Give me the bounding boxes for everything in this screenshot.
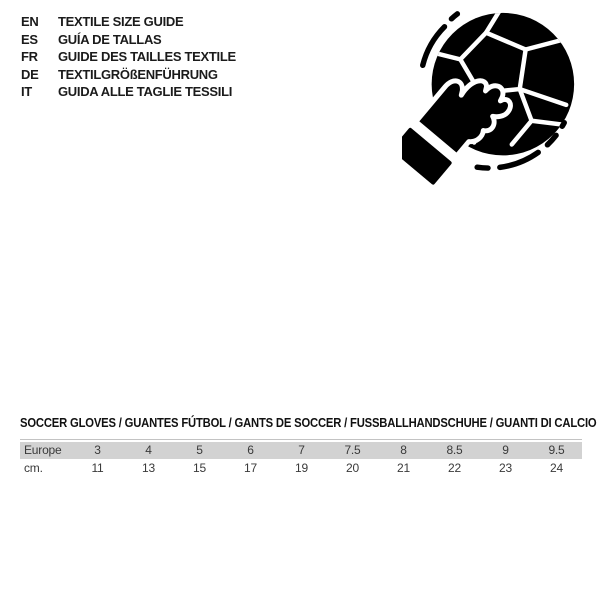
size-table [20, 439, 582, 477]
size-cell: 8 [400, 443, 407, 457]
size-cell: 17 [244, 461, 257, 475]
language-list [21, 13, 236, 101]
size-cell: 9.5 [548, 443, 565, 457]
size-cell: 7.5 [344, 443, 361, 457]
row-label: Europe [24, 443, 62, 457]
size-cell: 22 [448, 461, 461, 475]
lang-label: GUIDE DES TAILLES TEXTILE [58, 49, 236, 64]
lang-label: GUÍA DE TALLAS [58, 31, 162, 47]
lang-code: FR [21, 49, 38, 64]
table-row-europe [20, 442, 582, 459]
size-guide-section [20, 415, 597, 477]
size-cell: 20 [346, 461, 359, 475]
size-cell: 3 [94, 443, 101, 457]
row-label: cm. [24, 461, 43, 475]
size-cell: 9 [502, 443, 509, 457]
size-cell: 15 [193, 461, 206, 475]
lang-code: DE [21, 66, 39, 82]
size-cell: 4 [145, 443, 152, 457]
size-cell: 24 [550, 461, 563, 475]
lang-code: IT [21, 84, 32, 99]
size-cell: 6 [247, 443, 254, 457]
size-table-title: SOCCER GLOVES / GUANTES FÚTBOL / GANTS DE SOCCER / FUSSBALLHANDSCHUHE / GUANTI DI CALCIO [20, 416, 597, 430]
lang-label: TEXTILGRÖßENFÜHRUNG [58, 66, 218, 82]
lang-code: ES [21, 31, 38, 47]
size-cell: 23 [499, 461, 512, 475]
lang-label: GUIDA ALLE TAGLIE TESSILI [58, 84, 233, 99]
size-cell: 8.5 [446, 443, 463, 457]
size-cell: 13 [142, 461, 155, 475]
size-cell: 7 [298, 443, 305, 457]
size-cell: 21 [397, 461, 410, 475]
table-row-cm [20, 460, 582, 477]
lang-code: EN [21, 14, 39, 29]
lang-label: TEXTILE SIZE GUIDE [58, 14, 184, 29]
goalkeeper-glove-ball-icon [402, 2, 582, 190]
size-cell: 11 [91, 461, 104, 475]
glove-ball-svg [402, 2, 582, 190]
size-cell: 19 [295, 461, 308, 475]
size-cell: 5 [196, 443, 203, 457]
